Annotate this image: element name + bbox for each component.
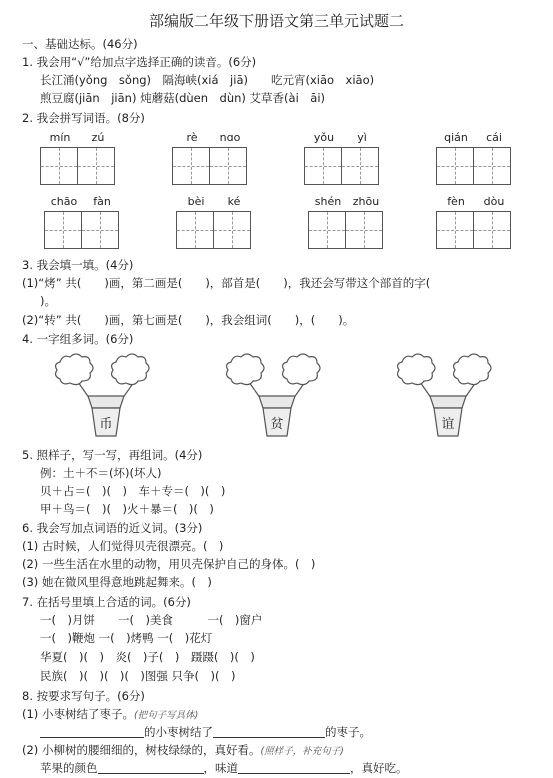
question-6-sentence-2: (2) 一些生活在水里的动物，用贝壳保护自己的身体。( ) bbox=[22, 557, 316, 571]
question-7-row-1: 一( )月饼 一( )美食 一( )窗户 bbox=[40, 613, 263, 627]
question-8-answer-1 bbox=[40, 725, 371, 740]
question-5-example: 例：土＋不＝(坏)(坏人) bbox=[40, 466, 162, 480]
writing-box[interactable] bbox=[176, 211, 214, 249]
writing-box[interactable] bbox=[474, 211, 511, 249]
question-8-sentence-2 bbox=[22, 743, 344, 759]
sentence-fragment: 的枣子。 bbox=[325, 725, 371, 739]
question-6-heading: 6. 我会写加点词语的近义词。(3分) bbox=[22, 521, 203, 535]
answer-blank[interactable] bbox=[40, 725, 144, 738]
page-title: 部编版二年级下册语文第三单元试题二 bbox=[148, 12, 404, 30]
writing-box[interactable] bbox=[304, 147, 342, 185]
writing-box[interactable] bbox=[78, 147, 115, 185]
writing-box[interactable] bbox=[172, 147, 210, 185]
question-8-sentence-1 bbox=[22, 707, 198, 723]
question-6-sentence-3: (3) 她在微风里得意地跳起舞来。( ) bbox=[22, 575, 212, 589]
pinyin-label: zú bbox=[91, 131, 105, 144]
question-1-heading: 1. 我会用“√”给加点字选择正确的读音。(6分) bbox=[22, 55, 257, 69]
pinyin-label: fèn bbox=[447, 195, 465, 208]
question-5-row-2: 甲＋鸟＝( )( )火＋暴＝( )( ) bbox=[40, 502, 214, 516]
pinyin-label: yǒu bbox=[313, 131, 335, 144]
pinyin-label: rè bbox=[186, 131, 198, 144]
question-8-heading: 8. 按要求写句子。(6分) bbox=[22, 689, 145, 703]
question-7-row-2: 一( )鞭炮 一( )烤鸭 一( )花灯 bbox=[40, 631, 213, 645]
instruction-hint: (照样子，补充句子) bbox=[260, 746, 344, 757]
question-5-heading: 5. 照样子，写一写，再组词。(4分) bbox=[22, 448, 203, 462]
writing-box[interactable] bbox=[474, 147, 511, 185]
question-7-heading: 7. 在括号里填上合适的词。(6分) bbox=[22, 595, 191, 609]
sentence-text: (1) 小枣树结了枣子。 bbox=[22, 707, 134, 721]
pot-character: 贫 bbox=[270, 417, 284, 432]
pinyin-label: ké bbox=[227, 195, 241, 208]
pinyin-label: fàn bbox=[93, 195, 111, 208]
section-heading: 一、基础达标。(46分) bbox=[22, 37, 138, 51]
sentence-fragment: ，真好吃。 bbox=[350, 761, 408, 775]
flower-pot-diagram bbox=[217, 350, 337, 445]
pinyin-label: chāo bbox=[50, 195, 78, 208]
writing-box[interactable] bbox=[214, 211, 251, 249]
writing-box[interactable] bbox=[82, 211, 119, 249]
writing-box[interactable] bbox=[40, 147, 78, 185]
pinyin-label: zhōu bbox=[352, 195, 380, 208]
writing-box[interactable] bbox=[308, 211, 346, 249]
question-7-row-4: 民族( )( )( )( )图强 只争( )( ) bbox=[40, 669, 236, 683]
pinyin-label: qián bbox=[444, 131, 468, 144]
pinyin-label: bèi bbox=[187, 195, 205, 208]
instruction-hint: (把句子写具体) bbox=[133, 710, 199, 721]
writing-box[interactable] bbox=[436, 211, 474, 249]
writing-box[interactable] bbox=[342, 147, 379, 185]
question-7-row-3: 华夏( )( ) 炎( )子( ) 蹑蹑( )( ) bbox=[40, 650, 255, 664]
sentence-fragment: 苹果的颜色 bbox=[40, 761, 98, 775]
writing-box[interactable] bbox=[44, 211, 82, 249]
question-6-sentence-1: (1) 古时候，人们觉得贝壳很漂亮。( ) bbox=[22, 539, 224, 553]
pinyin-label: yì bbox=[357, 131, 367, 144]
pinyin-label: dòu bbox=[483, 195, 505, 208]
writing-box[interactable] bbox=[436, 147, 474, 185]
pinyin-label: mín bbox=[49, 131, 71, 144]
answer-blank[interactable] bbox=[238, 761, 350, 774]
sentence-fragment: ，味道 bbox=[203, 761, 238, 775]
question-1-row-1: 长江涌(yǒng sǒng) 隔海峡(xiá jiā) 吃元宵(xiāo xiāo) bbox=[40, 73, 375, 87]
question-1-row-2: 煎豆腐(jiān jiān) 炖蘑菇(dùen dùn) 艾草香(ài āi) bbox=[40, 91, 325, 105]
question-5-row-1: 贝＋占＝( )( ) 车＋专＝( )( ) bbox=[40, 484, 226, 498]
answer-blank[interactable] bbox=[213, 725, 325, 738]
pinyin-label: shén bbox=[314, 195, 342, 208]
pinyin-label: nɑo bbox=[219, 131, 241, 144]
flower-pot-diagram bbox=[388, 350, 508, 445]
pinyin-label: cái bbox=[486, 131, 502, 144]
question-3-line-1-end: )。 bbox=[40, 294, 56, 308]
pot-character: 币 bbox=[99, 417, 113, 432]
writing-box[interactable] bbox=[346, 211, 383, 249]
pot-character: 谊 bbox=[441, 417, 455, 432]
flower-pot-diagram bbox=[46, 350, 166, 445]
sentence-text: (2) 小柳树的腰细细的，树枝绿绿的，真好看。 bbox=[22, 743, 261, 757]
answer-blank[interactable] bbox=[98, 761, 204, 774]
writing-box[interactable] bbox=[210, 147, 247, 185]
sentence-fragment: 的小枣树结了 bbox=[144, 725, 213, 739]
question-3-line-1: (1)“烤” 共( )画，第二画是( )，部首是( )，我还会写带这个部首的字( bbox=[22, 276, 431, 290]
question-3-line-2: (2)“转” 共( )画，第七画是( )，我会组词( )，( )。 bbox=[22, 313, 355, 327]
question-8-answer-2 bbox=[40, 761, 408, 776]
petal-cloud bbox=[56, 354, 93, 385]
question-4-heading: 4. 一字组多词。(6分) bbox=[22, 332, 134, 346]
question-2-heading: 2. 我会拼写词语。(8分) bbox=[22, 111, 145, 125]
petal-cloud bbox=[112, 354, 149, 385]
question-3-heading: 3. 我会填一填。(4分) bbox=[22, 258, 134, 272]
